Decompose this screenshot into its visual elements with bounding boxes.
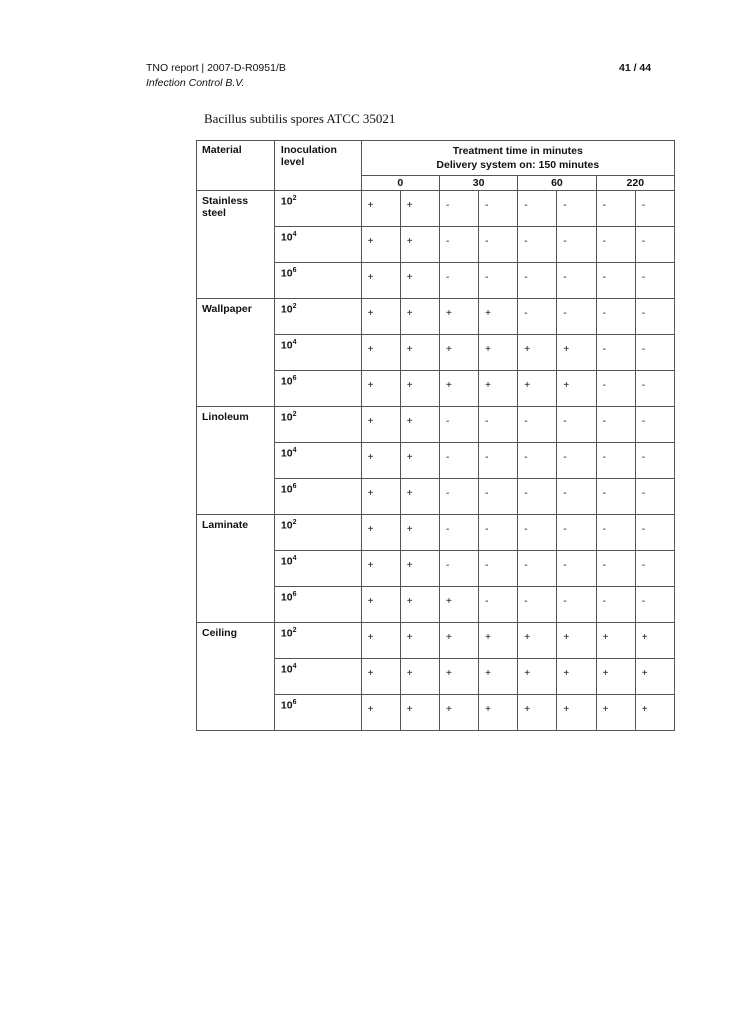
- inoculation-level-cell: [274, 227, 361, 263]
- result-cell: -: [557, 299, 596, 335]
- result-cell: +: [400, 551, 439, 587]
- time-header: 0: [361, 176, 439, 191]
- result-cell: -: [518, 227, 557, 263]
- header-inoculation: Inoculation level: [274, 141, 361, 191]
- result-cell: -: [479, 479, 518, 515]
- header-treatment: [361, 141, 674, 176]
- result-cell: +: [361, 695, 400, 731]
- table-body: [197, 191, 675, 731]
- result-cell: -: [518, 587, 557, 623]
- result-cell: -: [596, 407, 635, 443]
- result-cell: +: [400, 659, 439, 695]
- result-cell: -: [518, 443, 557, 479]
- result-cell: -: [635, 587, 674, 623]
- result-cell: -: [596, 443, 635, 479]
- result-cell: -: [439, 227, 478, 263]
- level-exponent: 4: [292, 663, 297, 670]
- result-cell: -: [596, 227, 635, 263]
- material-cell: Laminate: [197, 515, 275, 623]
- time-header: 220: [596, 176, 674, 191]
- result-cell: -: [635, 227, 674, 263]
- material-cell: Wallpaper: [197, 299, 275, 407]
- result-cell: +: [479, 623, 518, 659]
- result-cell: +: [557, 695, 596, 731]
- result-cell: -: [518, 191, 557, 227]
- level-base: 10: [280, 663, 293, 676]
- result-cell: +: [596, 623, 635, 659]
- result-cell: -: [518, 263, 557, 299]
- result-cell: +: [361, 587, 400, 623]
- level-base: 10: [280, 627, 293, 640]
- result-cell: -: [518, 407, 557, 443]
- inoculation-level-cell: [274, 371, 361, 407]
- result-cell: -: [635, 299, 674, 335]
- result-cell: +: [361, 659, 400, 695]
- result-cell: +: [518, 371, 557, 407]
- result-cell: -: [439, 263, 478, 299]
- result-cell: -: [596, 371, 635, 407]
- result-cell: -: [635, 263, 674, 299]
- result-cell: -: [596, 299, 635, 335]
- level-exponent: 2: [292, 303, 297, 310]
- result-cell: -: [557, 443, 596, 479]
- result-cell: +: [400, 479, 439, 515]
- level-exponent: 2: [292, 627, 297, 634]
- result-cell: +: [361, 443, 400, 479]
- table-row: [197, 407, 675, 443]
- result-cell: -: [439, 551, 478, 587]
- inoculation-level-cell: [274, 407, 361, 443]
- level-base: 10: [280, 267, 293, 280]
- inoculation-level-cell: [274, 623, 361, 659]
- result-cell: +: [635, 659, 674, 695]
- result-cell: -: [596, 191, 635, 227]
- result-cell: -: [439, 407, 478, 443]
- result-cell: -: [557, 407, 596, 443]
- result-cell: -: [518, 515, 557, 551]
- material-cell: Stainless steel: [197, 191, 275, 299]
- result-cell: +: [400, 695, 439, 731]
- result-cell: -: [557, 479, 596, 515]
- table-caption: Bacillus subtilis spores ATCC 35021: [204, 111, 396, 126]
- table-row: [197, 299, 675, 335]
- result-cell: -: [596, 479, 635, 515]
- result-cell: -: [635, 191, 674, 227]
- inoculation-level-cell: [274, 479, 361, 515]
- level-base: 10: [280, 339, 293, 352]
- treatment-subtitle: Delivery system on: 150 minutes: [436, 159, 600, 171]
- result-cell: +: [479, 299, 518, 335]
- result-cell: +: [479, 695, 518, 731]
- inoculation-level-cell: [274, 515, 361, 551]
- result-cell: -: [635, 407, 674, 443]
- result-cell: +: [557, 623, 596, 659]
- level-exponent: 2: [292, 519, 297, 526]
- result-cell: -: [635, 371, 674, 407]
- result-cell: -: [479, 191, 518, 227]
- result-cell: -: [557, 191, 596, 227]
- result-cell: +: [439, 335, 478, 371]
- level-base: 10: [280, 303, 293, 316]
- result-cell: +: [518, 659, 557, 695]
- inoculation-level-cell: [274, 587, 361, 623]
- material-cell: Ceiling: [197, 623, 275, 731]
- result-cell: -: [596, 263, 635, 299]
- result-cell: +: [361, 227, 400, 263]
- result-cell: -: [479, 443, 518, 479]
- level-base: 10: [280, 555, 293, 568]
- table-row: [197, 191, 675, 227]
- result-cell: -: [635, 479, 674, 515]
- result-cell: -: [518, 551, 557, 587]
- result-cell: -: [557, 587, 596, 623]
- result-cell: +: [439, 623, 478, 659]
- level-exponent: 2: [292, 195, 297, 202]
- result-cell: +: [596, 659, 635, 695]
- level-exponent: 4: [292, 447, 297, 454]
- result-cell: -: [596, 515, 635, 551]
- table-row: [197, 623, 675, 659]
- level-base: 10: [280, 447, 293, 460]
- level-exponent: 6: [292, 375, 297, 382]
- result-cell: +: [400, 515, 439, 551]
- result-cell: +: [557, 659, 596, 695]
- inoculation-level-cell: [274, 335, 361, 371]
- result-cell: -: [479, 587, 518, 623]
- result-cell: +: [361, 479, 400, 515]
- level-base: 10: [280, 519, 293, 532]
- result-cell: +: [361, 299, 400, 335]
- result-cell: -: [635, 335, 674, 371]
- result-cell: -: [479, 263, 518, 299]
- result-cell: +: [400, 335, 439, 371]
- result-cell: +: [439, 371, 478, 407]
- header-material: Material: [197, 141, 275, 191]
- result-cell: +: [361, 371, 400, 407]
- result-cell: +: [361, 263, 400, 299]
- result-cell: +: [635, 695, 674, 731]
- result-cell: +: [361, 515, 400, 551]
- result-cell: +: [635, 623, 674, 659]
- result-cell: +: [439, 299, 478, 335]
- inoculation-level-cell: [274, 263, 361, 299]
- level-exponent: 4: [292, 555, 297, 562]
- result-cell: +: [596, 695, 635, 731]
- result-cell: +: [518, 623, 557, 659]
- page-number: 41 / 44: [619, 62, 652, 74]
- result-cell: -: [557, 551, 596, 587]
- inoculation-level-cell: [274, 695, 361, 731]
- result-cell: +: [557, 371, 596, 407]
- result-cell: -: [596, 587, 635, 623]
- level-base: 10: [280, 195, 293, 208]
- result-cell: +: [400, 443, 439, 479]
- result-cell: +: [400, 587, 439, 623]
- result-cell: +: [361, 191, 400, 227]
- level-base: 10: [280, 375, 293, 388]
- level-exponent: 2: [292, 411, 297, 418]
- inoculation-level-cell: [274, 659, 361, 695]
- level-base: 10: [280, 411, 293, 424]
- result-cell: -: [596, 335, 635, 371]
- result-cell: -: [439, 479, 478, 515]
- level-exponent: 6: [292, 699, 297, 706]
- company-name: Infection Control B.V.: [146, 77, 245, 89]
- result-cell: -: [518, 299, 557, 335]
- results-table: [196, 140, 675, 731]
- result-cell: -: [557, 227, 596, 263]
- table-row: [197, 515, 675, 551]
- inoculation-level-cell: [274, 299, 361, 335]
- result-cell: +: [439, 659, 478, 695]
- result-cell: -: [596, 551, 635, 587]
- result-cell: -: [635, 515, 674, 551]
- result-cell: +: [400, 299, 439, 335]
- result-cell: +: [518, 695, 557, 731]
- result-cell: +: [361, 623, 400, 659]
- level-base: 10: [280, 231, 293, 244]
- result-cell: +: [557, 335, 596, 371]
- level-base: 10: [280, 483, 293, 496]
- result-cell: +: [479, 371, 518, 407]
- result-cell: -: [557, 515, 596, 551]
- level-base: 10: [280, 699, 293, 712]
- level-exponent: 4: [292, 231, 297, 238]
- time-header: 30: [439, 176, 517, 191]
- level-exponent: 4: [292, 339, 297, 346]
- result-cell: +: [439, 587, 478, 623]
- result-cell: +: [400, 371, 439, 407]
- level-base: 10: [280, 591, 293, 604]
- treatment-title: Treatment time in minutes: [452, 145, 583, 157]
- level-exponent: 6: [292, 483, 297, 490]
- result-cell: +: [400, 623, 439, 659]
- result-cell: +: [361, 407, 400, 443]
- result-cell: +: [518, 335, 557, 371]
- result-cell: -: [557, 263, 596, 299]
- result-cell: +: [400, 263, 439, 299]
- level-exponent: 6: [292, 591, 297, 598]
- time-header: 60: [518, 176, 596, 191]
- result-cell: +: [479, 335, 518, 371]
- inoculation-level-cell: [274, 191, 361, 227]
- result-cell: -: [439, 515, 478, 551]
- result-cell: +: [400, 407, 439, 443]
- result-cell: +: [361, 335, 400, 371]
- result-cell: -: [479, 227, 518, 263]
- result-cell: -: [479, 551, 518, 587]
- result-cell: -: [635, 551, 674, 587]
- inoculation-level-cell: [274, 551, 361, 587]
- result-cell: +: [479, 659, 518, 695]
- result-cell: -: [479, 515, 518, 551]
- level-exponent: 6: [292, 267, 297, 274]
- result-cell: +: [439, 695, 478, 731]
- report-id: TNO report | 2007-D-R0951/B: [146, 62, 286, 74]
- result-cell: -: [439, 443, 478, 479]
- result-cell: -: [439, 191, 478, 227]
- result-cell: +: [361, 551, 400, 587]
- result-cell: -: [635, 443, 674, 479]
- result-cell: -: [479, 407, 518, 443]
- result-cell: +: [400, 191, 439, 227]
- material-cell: Linoleum: [197, 407, 275, 515]
- result-cell: +: [400, 227, 439, 263]
- result-cell: -: [518, 479, 557, 515]
- inoculation-level-cell: [274, 443, 361, 479]
